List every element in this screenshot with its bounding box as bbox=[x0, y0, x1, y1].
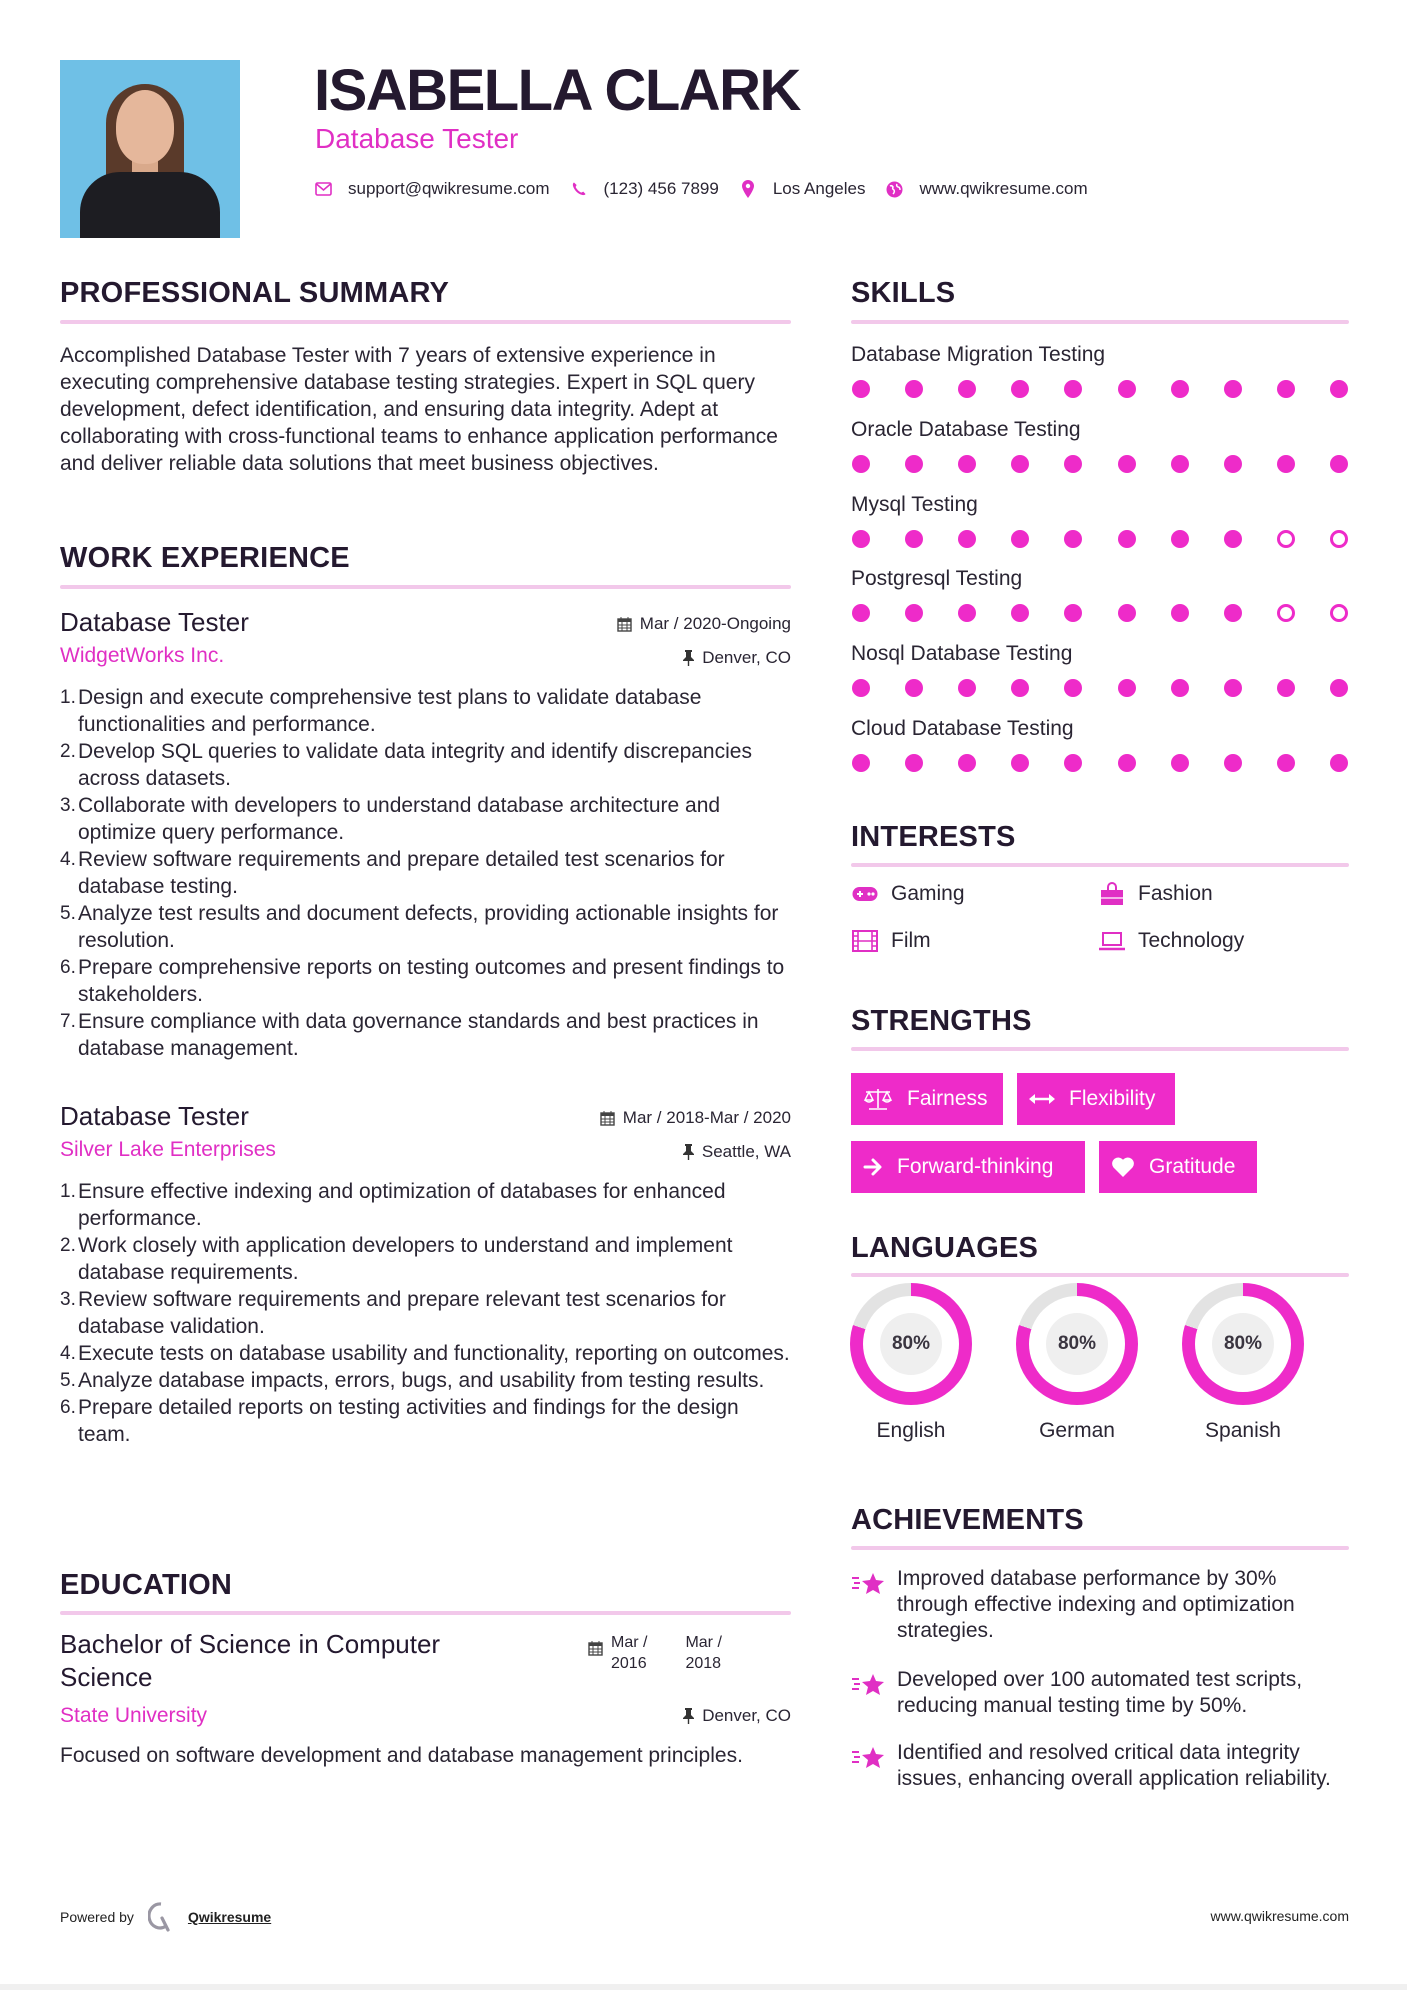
rating-dot-filled bbox=[1171, 380, 1189, 398]
bullet-item: 3. Review software requirements and prepare relevant test scenarios for database validation. bbox=[60, 1288, 726, 1338]
education-entry bbox=[60, 1628, 791, 1769]
rating-dot-filled bbox=[1118, 380, 1136, 398]
skill-rating bbox=[851, 604, 1349, 622]
calendar-icon bbox=[588, 1640, 603, 1662]
contact-phone[interactable] bbox=[570, 178, 719, 200]
job-entry bbox=[60, 1100, 791, 1448]
rating-dot-filled bbox=[1171, 679, 1189, 697]
rating-dot-empty bbox=[1330, 604, 1348, 622]
strength-tag: Gratitude bbox=[1099, 1141, 1257, 1193]
achievement-item: Developed over 100 automated test scripts, reducing manual testing time by 50%. bbox=[851, 1667, 1351, 1719]
rating-dot-filled bbox=[905, 679, 923, 697]
job-location: Seattle, WA bbox=[683, 1142, 791, 1162]
rating-dot-filled bbox=[1224, 380, 1242, 398]
section-divider bbox=[851, 863, 1349, 867]
job-title: Database Tester bbox=[60, 1101, 249, 1131]
balance-scale-icon bbox=[863, 1087, 893, 1111]
experience-heading: WORK EXPERIENCE bbox=[60, 542, 350, 574]
rating-dot-filled bbox=[1064, 754, 1082, 772]
education-heading: EDUCATION bbox=[60, 1569, 233, 1601]
job-bullets bbox=[60, 684, 791, 1062]
candidate-role: Database Tester bbox=[315, 123, 519, 154]
envelope-icon bbox=[314, 180, 332, 198]
bullet-item: 3. Collaborate with developers to understand database architecture and optimize query performance. bbox=[60, 794, 721, 844]
section-divider bbox=[60, 1611, 791, 1615]
rating-dot-filled bbox=[1011, 455, 1029, 473]
language-name: Spanish bbox=[1205, 1419, 1281, 1442]
bullet-item: 7. Ensure compliance with data governance standards and best practices in database management. bbox=[60, 1010, 759, 1060]
section-divider bbox=[851, 320, 1349, 324]
contact-bar bbox=[314, 178, 1108, 200]
strength-tag: Forward-thinking bbox=[851, 1141, 1085, 1193]
job-bullets bbox=[60, 1178, 791, 1448]
qwikresume-logo-icon bbox=[148, 1902, 174, 1932]
language-progress-ring: 80% bbox=[1016, 1283, 1138, 1405]
language-progress-ring: 80% bbox=[850, 1283, 972, 1405]
rating-dot-filled bbox=[1224, 679, 1242, 697]
strength-tag: Fairness bbox=[851, 1073, 1003, 1125]
rating-dot-filled bbox=[1171, 754, 1189, 772]
rating-dot-filled bbox=[852, 380, 870, 398]
film-icon bbox=[851, 930, 879, 952]
laptop-icon bbox=[1098, 930, 1126, 952]
bullet-item: 5. Analyze test results and document defects, providing actionable insights for resolution. bbox=[60, 902, 779, 952]
language-name: English bbox=[876, 1419, 946, 1442]
rating-dot-filled bbox=[1224, 530, 1242, 548]
achievements-heading: ACHIEVEMENTS bbox=[851, 1504, 1084, 1536]
rating-dot-filled bbox=[905, 530, 923, 548]
achievement-item: Improved database performance by 30% through effective indexing and optimization strategies. bbox=[851, 1566, 1351, 1644]
job-company: Silver Lake Enterprises bbox=[60, 1138, 276, 1161]
contact-email[interactable] bbox=[314, 178, 550, 200]
rating-dot-filled bbox=[1277, 380, 1295, 398]
page-bottom-edge bbox=[0, 1984, 1407, 1990]
strengths-heading: STRENGTHS bbox=[851, 1005, 1032, 1037]
skill-item bbox=[851, 716, 1349, 772]
rating-dot-filled bbox=[1277, 455, 1295, 473]
skill-name: Database Migration Testing bbox=[851, 343, 1106, 366]
globe-icon bbox=[885, 180, 903, 198]
rating-dot-filled bbox=[852, 604, 870, 622]
rating-dot-filled bbox=[1011, 754, 1029, 772]
strength-tag: Flexibility bbox=[1017, 1073, 1175, 1125]
rating-dot-filled bbox=[1118, 530, 1136, 548]
footer-website-link[interactable]: www.qwikresume.com bbox=[1210, 1908, 1349, 1924]
rating-dot-filled bbox=[852, 530, 870, 548]
pushpin-icon bbox=[683, 1144, 694, 1160]
language-name: German bbox=[1039, 1419, 1115, 1442]
rating-dot-filled bbox=[1011, 604, 1029, 622]
job-location: Denver, CO bbox=[683, 648, 791, 668]
profile-photo bbox=[60, 60, 240, 238]
interest-item: Film bbox=[851, 929, 931, 953]
heart-icon bbox=[1111, 1156, 1135, 1178]
rating-dot-filled bbox=[1224, 455, 1242, 473]
language-item bbox=[850, 1283, 972, 1443]
shooting-star-icon bbox=[851, 1744, 891, 1792]
rating-dot-filled bbox=[1171, 604, 1189, 622]
rating-dot-filled bbox=[1224, 754, 1242, 772]
pushpin-icon bbox=[683, 650, 694, 666]
phone-icon bbox=[570, 180, 588, 198]
section-divider bbox=[60, 585, 791, 589]
rating-dot-filled bbox=[1064, 455, 1082, 473]
job-dates: Mar / 2020-Ongoing bbox=[617, 614, 791, 634]
footer-powered-by: Powered by Qwikresume bbox=[60, 1902, 271, 1932]
job-dates: Mar / 2018-Mar / 2020 bbox=[600, 1108, 791, 1128]
location-text: Los Angeles bbox=[772, 179, 866, 198]
job-entry bbox=[60, 606, 791, 1062]
section-divider bbox=[60, 320, 791, 324]
education-description: Focused on software development and database management principles. bbox=[60, 1744, 743, 1767]
language-item bbox=[1016, 1283, 1138, 1443]
interest-item: Fashion bbox=[1098, 882, 1213, 906]
interest-item: Technology bbox=[1098, 929, 1244, 953]
interests-heading: INTERESTS bbox=[851, 821, 1016, 853]
skill-name: Postgresql Testing bbox=[851, 567, 1023, 590]
rating-dot-filled bbox=[905, 380, 923, 398]
job-company: WidgetWorks Inc. bbox=[60, 644, 225, 667]
rating-dot-filled bbox=[1330, 679, 1348, 697]
school-name: State University bbox=[60, 1704, 208, 1727]
rating-dot-filled bbox=[1330, 754, 1348, 772]
bullet-item: 4. Execute tests on database usability and functionality, reporting on outcomes. bbox=[60, 1342, 790, 1365]
bullet-item: 1. Ensure effective indexing and optimization of databases for enhanced performance. bbox=[60, 1180, 726, 1230]
rating-dot-filled bbox=[852, 679, 870, 697]
section-divider bbox=[851, 1273, 1349, 1277]
website-text: www.qwikresume.com bbox=[919, 179, 1088, 198]
summary-heading: PROFESSIONAL SUMMARY bbox=[60, 277, 450, 309]
rating-dot-filled bbox=[1011, 380, 1029, 398]
rating-dot-filled bbox=[905, 455, 923, 473]
arrow-right-icon bbox=[863, 1157, 883, 1177]
rating-dot-filled bbox=[1330, 380, 1348, 398]
skill-rating bbox=[851, 754, 1349, 772]
rating-dot-filled bbox=[852, 455, 870, 473]
skill-name: Cloud Database Testing bbox=[851, 717, 1074, 740]
rating-dot-filled bbox=[905, 604, 923, 622]
rating-dot-filled bbox=[852, 754, 870, 772]
rating-dot-filled bbox=[1171, 455, 1189, 473]
skill-item bbox=[851, 641, 1349, 697]
skill-item bbox=[851, 566, 1349, 622]
rating-dot-filled bbox=[1118, 679, 1136, 697]
rating-dot-filled bbox=[1064, 604, 1082, 622]
job-title: Database Tester bbox=[60, 607, 249, 637]
bullet-item: 1. Design and execute comprehensive test plans to validate database functionalities and performance. bbox=[60, 686, 702, 736]
degree-title: Bachelor of Science in Computer Science bbox=[60, 1629, 441, 1692]
contact-location bbox=[739, 178, 866, 200]
shooting-star-icon bbox=[851, 1570, 891, 1644]
section-divider bbox=[851, 1047, 1349, 1051]
rating-dot-filled bbox=[958, 604, 976, 622]
shooting-star-icon bbox=[851, 1671, 891, 1719]
candidate-name: ISABELLA CLARK bbox=[314, 58, 800, 123]
skill-name: Mysql Testing bbox=[851, 493, 978, 516]
skill-name: Oracle Database Testing bbox=[851, 418, 1081, 441]
skill-rating bbox=[851, 380, 1349, 398]
section-divider bbox=[851, 1546, 1349, 1550]
skill-name: Nosql Database Testing bbox=[851, 642, 1073, 665]
languages-heading: LANGUAGES bbox=[851, 1232, 1039, 1264]
summary-text: Accomplished Database Tester with 7 years of extensive experience in executing comprehensive database testing strategies. Expert in SQL query development, defect identification, and ensuring data integrity. Adept at collaborating with cross-functional teams to enhance application performance and deliver reliable data solutions that meet business objectives. bbox=[60, 344, 778, 475]
rating-dot-filled bbox=[958, 679, 976, 697]
interest-item: Gaming bbox=[851, 882, 965, 906]
skill-item bbox=[851, 492, 1349, 548]
rating-dot-filled bbox=[1011, 679, 1029, 697]
rating-dot-filled bbox=[1277, 754, 1295, 772]
rating-dot-empty bbox=[1330, 530, 1348, 548]
calendar-icon bbox=[600, 1110, 615, 1126]
arrows-horizontal-icon bbox=[1029, 1092, 1055, 1106]
qwikresume-link[interactable]: Qwikresume bbox=[187, 1909, 272, 1925]
bullet-item: 4. Review software requirements and prepare detailed test scenarios for database testing. bbox=[60, 848, 725, 898]
rating-dot-filled bbox=[1064, 380, 1082, 398]
rating-dot-filled bbox=[1118, 455, 1136, 473]
rating-dot-filled bbox=[1224, 604, 1242, 622]
education-dates: Mar / 2016 Mar / 2018 bbox=[588, 1632, 722, 1674]
rating-dot-filled bbox=[958, 380, 976, 398]
language-item bbox=[1182, 1283, 1304, 1443]
rating-dot-filled bbox=[1118, 604, 1136, 622]
skill-rating bbox=[851, 530, 1349, 548]
rating-dot-filled bbox=[1277, 679, 1295, 697]
contact-website[interactable] bbox=[885, 178, 1087, 200]
rating-dot-filled bbox=[958, 455, 976, 473]
rating-dot-filled bbox=[958, 754, 976, 772]
rating-dot-filled bbox=[1064, 679, 1082, 697]
gamepad-icon bbox=[851, 883, 879, 905]
calendar-icon bbox=[617, 616, 632, 632]
rating-dot-filled bbox=[1011, 530, 1029, 548]
skill-rating bbox=[851, 455, 1349, 473]
bullet-item: 5. Analyze database impacts, errors, bugs, and usability from testing results. bbox=[60, 1369, 765, 1392]
pushpin-icon bbox=[683, 1708, 694, 1724]
skill-item bbox=[851, 417, 1349, 473]
rating-dot-filled bbox=[1330, 455, 1348, 473]
achievement-item: Identified and resolved critical data integrity issues, enhancing overall application reliability. bbox=[851, 1740, 1351, 1792]
rating-dot-filled bbox=[905, 754, 923, 772]
rating-dot-filled bbox=[1171, 530, 1189, 548]
skills-heading: SKILLS bbox=[851, 277, 956, 309]
rating-dot-empty bbox=[1277, 604, 1295, 622]
email-text: support@qwikresume.com bbox=[348, 179, 550, 198]
bullet-item: 2. Develop SQL queries to validate data integrity and identify discrepancies across datasets. bbox=[60, 740, 752, 790]
skill-rating bbox=[851, 679, 1349, 697]
bullet-item: 6. Prepare detailed reports on testing activities and findings for the design team. bbox=[60, 1396, 739, 1446]
rating-dot-filled bbox=[958, 530, 976, 548]
map-pin-icon bbox=[739, 180, 757, 198]
education-location: Denver, CO bbox=[683, 1706, 791, 1726]
rating-dot-filled bbox=[1064, 530, 1082, 548]
rating-dot-filled bbox=[1118, 754, 1136, 772]
skill-item bbox=[851, 342, 1349, 398]
shopping-bag-icon bbox=[1098, 883, 1126, 905]
language-progress-ring: 80% bbox=[1182, 1283, 1304, 1405]
phone-text: (123) 456 7899 bbox=[603, 179, 719, 198]
bullet-item: 2. Work closely with application developers to understand and implement database requirements. bbox=[60, 1234, 733, 1284]
rating-dot-empty bbox=[1277, 530, 1295, 548]
bullet-item: 6. Prepare comprehensive reports on testing outcomes and present findings to stakeholders. bbox=[60, 956, 785, 1006]
